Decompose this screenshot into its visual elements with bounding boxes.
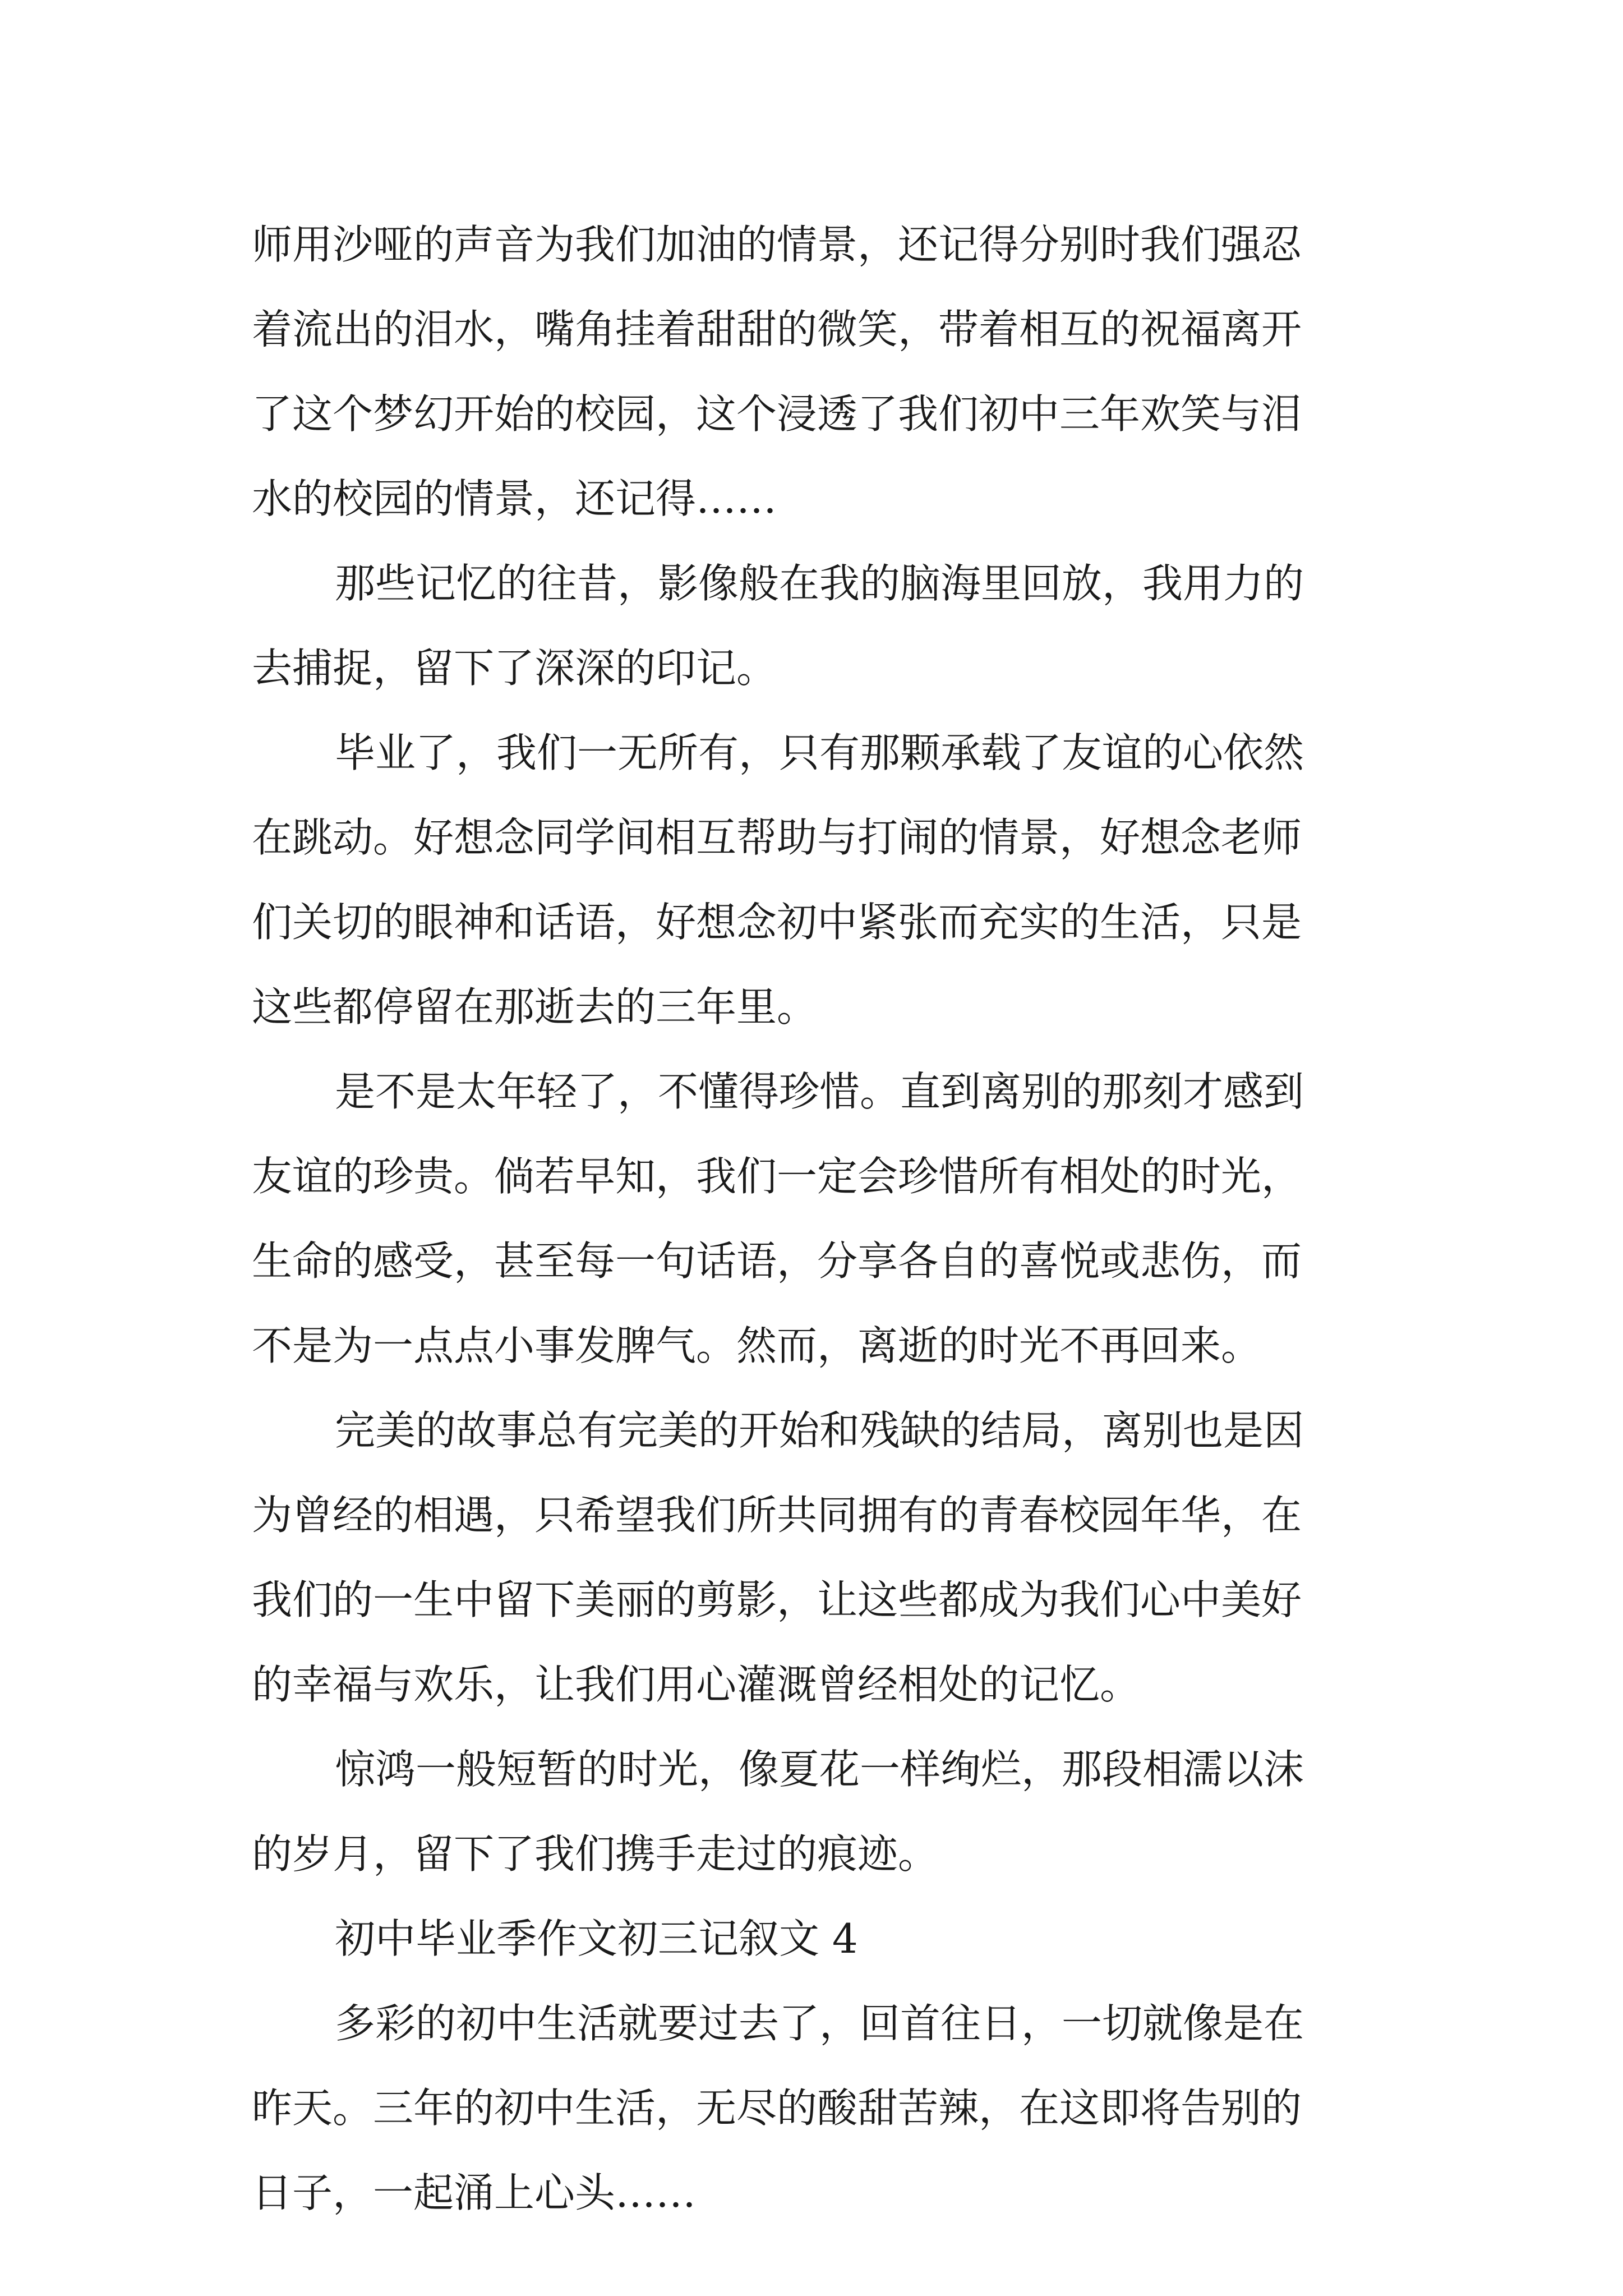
- text-line: 友谊的珍贵。倘若早知，我们一定会珍惜所有相处的时光，: [252, 1153, 1302, 1200]
- paragraph: [252, 1727, 1379, 1897]
- text-line: 生命的感受，甚至每一句话语，分享各自的喜悦或悲伤，而: [252, 1237, 1302, 1285]
- text-line: 着流出的泪水，嘴角挂着甜甜的微笑，带着相互的祝福离开: [252, 306, 1302, 353]
- text-line: 了这个梦幻开始的校园，这个浸透了我们初中三年欢笑与泪: [252, 390, 1302, 438]
- text-line: 的岁月，留下了我们携手走过的痕迹。: [252, 1830, 939, 1878]
- text-line: 不是为一点点小事发脾气。然而，离逝的时光不再回来。: [252, 1322, 1262, 1369]
- text-line: 这些都停留在那逝去的三年里。: [252, 983, 818, 1030]
- paragraph: [252, 711, 1379, 1050]
- paragraph: [252, 1388, 1379, 1727]
- text-line: 水的校园的情景，还记得……: [252, 475, 777, 522]
- text-line: 那些记忆的往昔，影像般在我的脑海里回放，我用力的: [335, 560, 1304, 607]
- text-line: 我们的一生中留下美丽的剪影，让这些都成为我们心中美好: [252, 1576, 1302, 1623]
- text-line: 师用沙哑的声音为我们加油的情景，还记得分别时我们强忍: [252, 221, 1302, 268]
- text-line: 完美的故事总有完美的开始和残缺的结局，离别也是因: [335, 1407, 1304, 1454]
- section-heading: [252, 1897, 1379, 1981]
- text-line: 多彩的初中生活就要过去了，回首往日，一切就像是在: [335, 2000, 1304, 2047]
- paragraph: [252, 1981, 1379, 2235]
- paragraph: [252, 1050, 1379, 1388]
- text-line: 去捕捉，留下了深深的印记。: [252, 645, 777, 692]
- document-body: [252, 203, 1379, 2235]
- text-line: 们关切的眼神和话语，好想念初中紧张而充实的生活，只是: [252, 899, 1302, 946]
- text-line: 毕业了，我们一无所有，只有那颗承载了友谊的心依然: [335, 729, 1304, 776]
- paragraph: [252, 203, 1379, 541]
- text-line: 惊鸿一般短暂的时光，像夏花一样绚烂，那段相濡以沫: [335, 1746, 1304, 1793]
- heading-text: 初中毕业季作文初三记叙文 4: [335, 1915, 858, 1962]
- paragraph: [252, 541, 1379, 711]
- text-line: 的幸福与欢乐，让我们用心灌溉曾经相处的记忆。: [252, 1661, 1141, 1708]
- text-line: 昨天。三年的初中生活，无尽的酸甜苦辣，在这即将告别的: [252, 2085, 1302, 2132]
- text-line: 日子，一起涌上心头……: [252, 2169, 697, 2216]
- text-line: 为曾经的相遇，只希望我们所共同拥有的青春校园年华，在: [252, 1492, 1302, 1539]
- text-line: 在跳动。好想念同学间相互帮助与打闹的情景，好想念老师: [252, 814, 1302, 861]
- text-line: 是不是太年轻了，不懂得珍惜。直到离别的那刻才感到: [335, 1068, 1304, 1115]
